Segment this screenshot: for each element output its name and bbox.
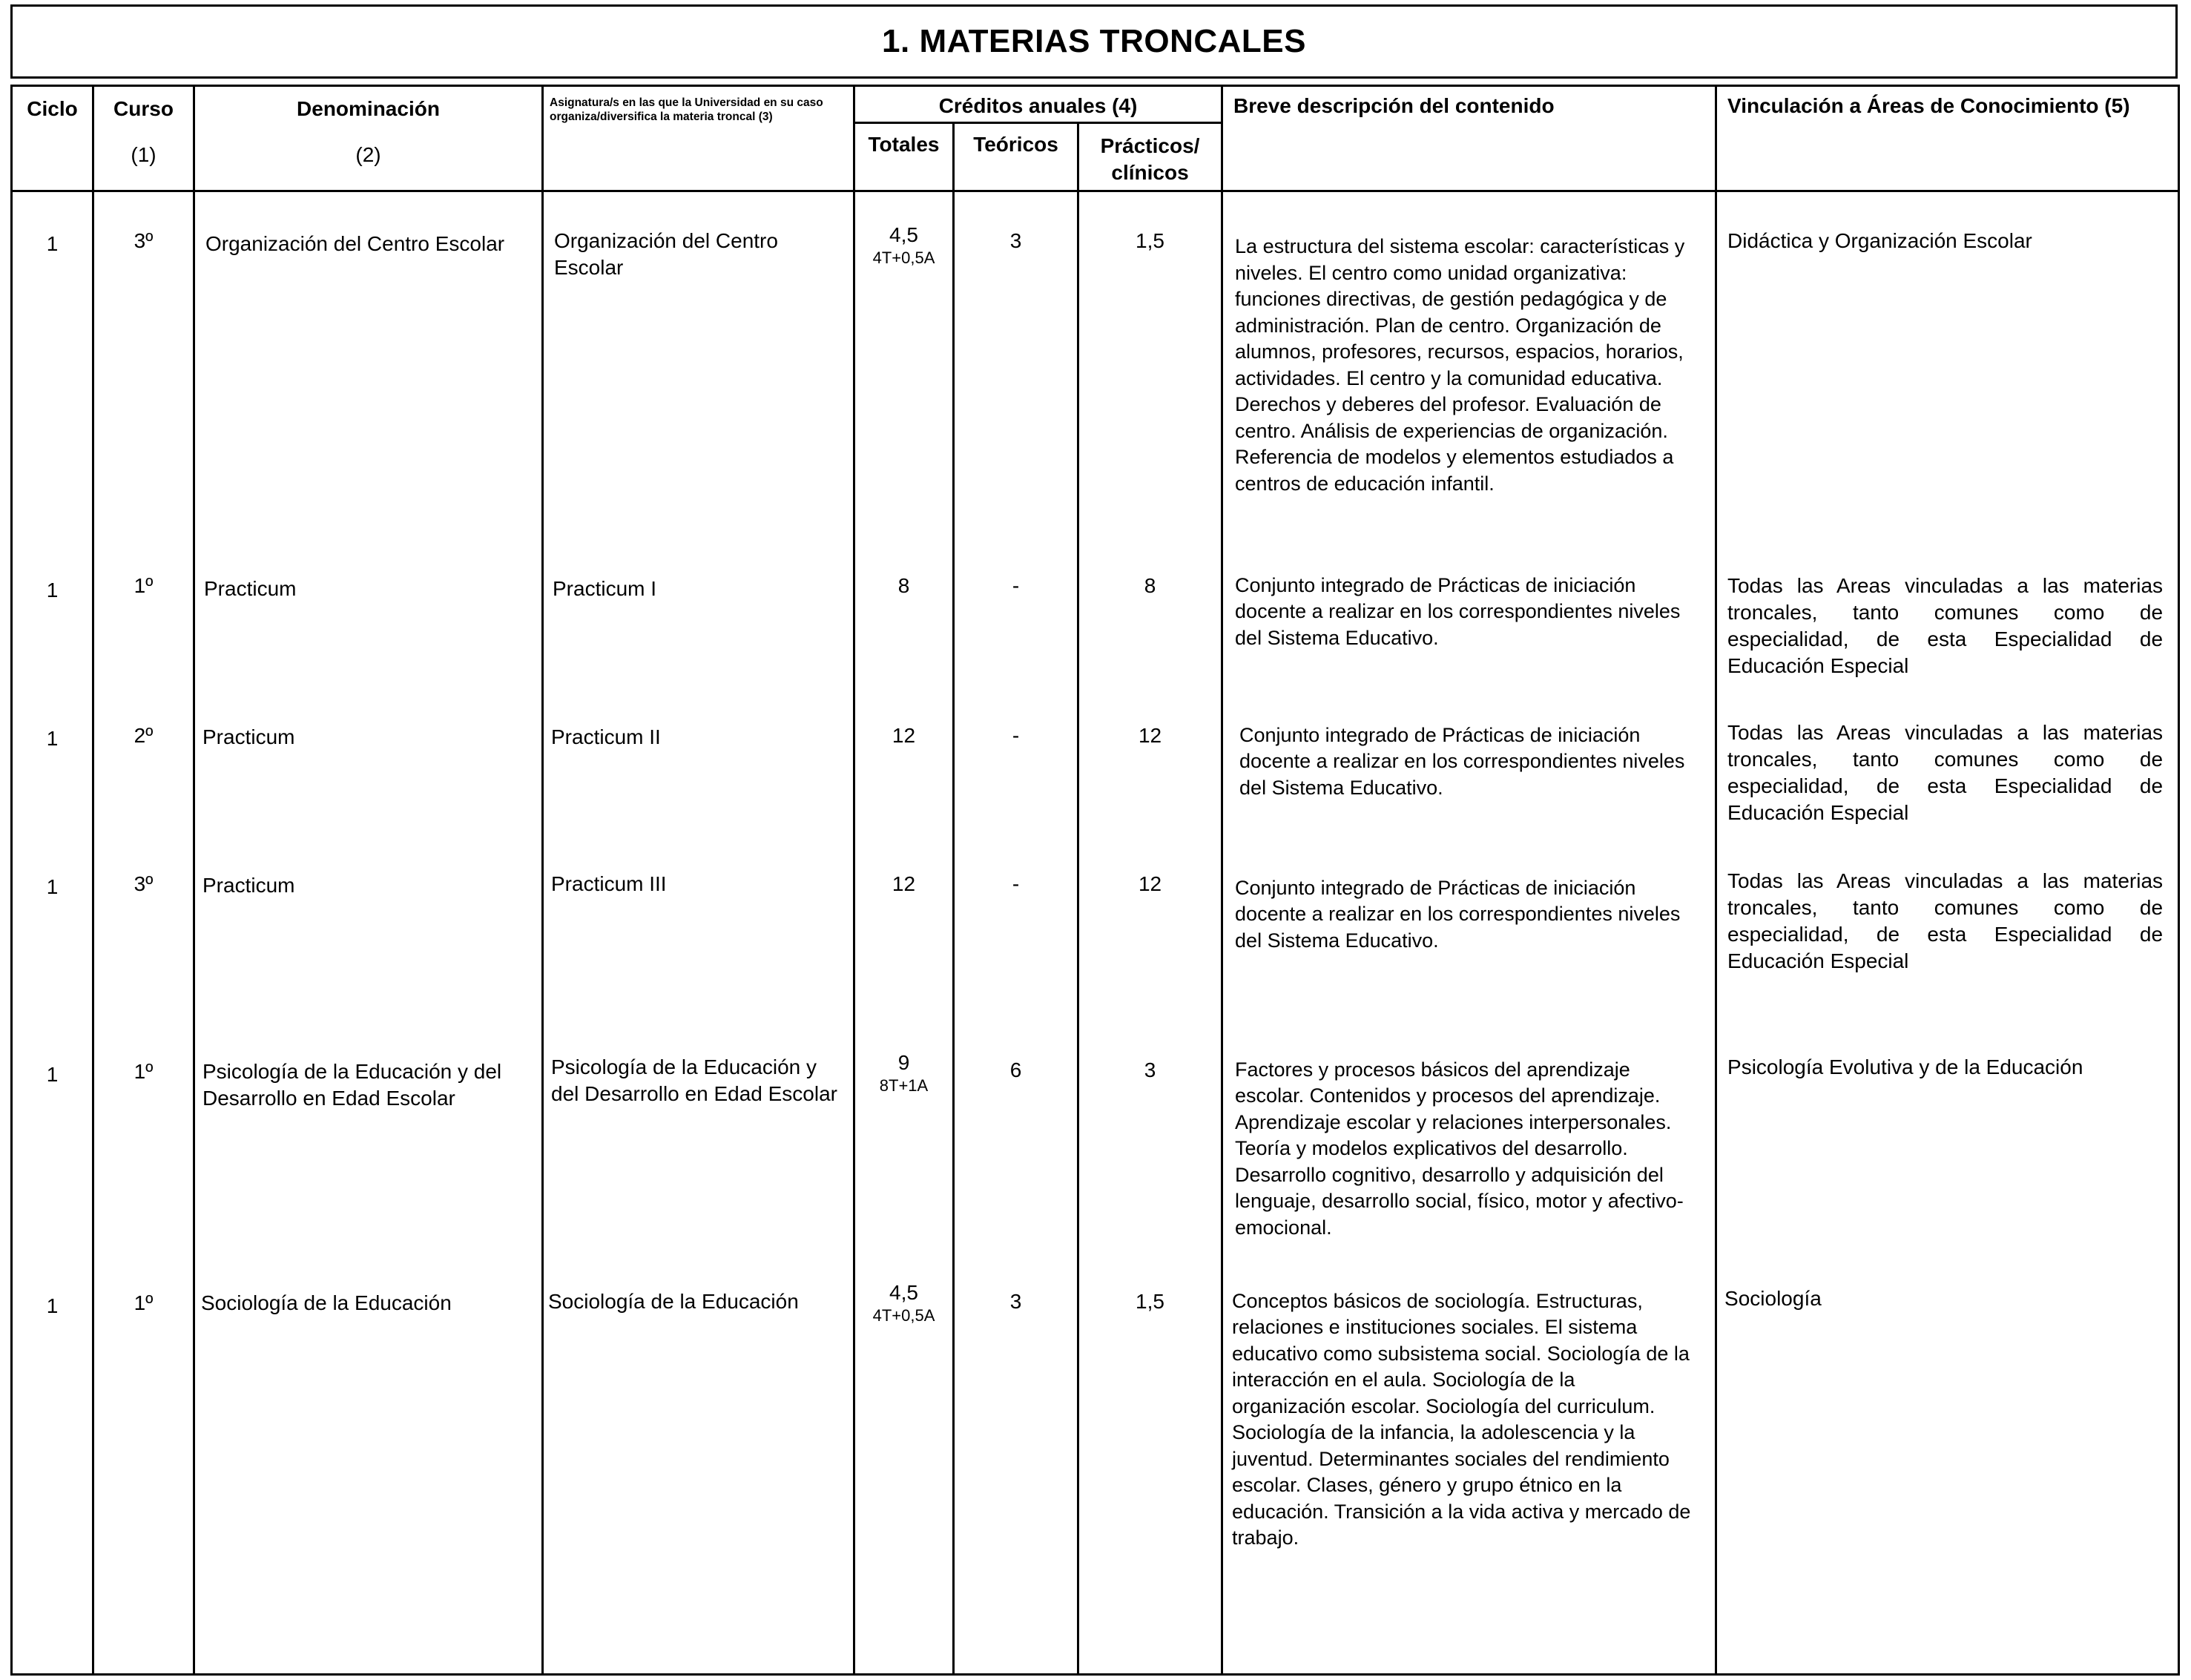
ciclo-value: 1	[46, 232, 59, 255]
curso-value: 2º	[134, 723, 154, 747]
vinculacion-value: Sociología	[1724, 1286, 1822, 1310]
totales-detail: 4T+0,5A	[872, 1305, 935, 1325]
table-row	[12, 860, 2179, 1020]
descripcion-value: Conceptos básicos de sociología. Estructuras, relaciones e instituciones sociales. El sistema educativo como subsistema social. Sociología de la interacción en el aula. Sociología de la organización escolar. Sociología del curriculum. Sociología de la infancia, la adolescencia y la juventud. Determinantes sociales del rendimiento escolar. Clases, género y grupo étnico en la educación. Transición a la vida activa y mercado de trabajo.	[1232, 1289, 1691, 1549]
ciclo-value: 1	[46, 578, 59, 602]
table-row	[12, 191, 2179, 564]
teoricos-value: 3	[1009, 1289, 1022, 1313]
totales-value: 4,5	[889, 1280, 918, 1304]
document-page	[10, 4, 2181, 1676]
table-row	[12, 1272, 2179, 1675]
header-creditos: Créditos anuales (4)	[854, 86, 1222, 123]
teoricos-value: 3	[1009, 229, 1022, 252]
header-descripcion: Breve descripción del contenido	[1222, 86, 1716, 191]
practicos-value: 12	[1138, 872, 1162, 895]
ciclo-value: 1	[46, 726, 59, 750]
asignatura-value: Practicum II	[551, 725, 661, 748]
vinculacion-value: Didáctica y Organización Escolar	[1727, 229, 2032, 252]
denominacion-value: Practicum	[202, 873, 295, 897]
descripcion-value: Conjunto integrado de Prácticas de iniciación docente a realizar en los correspondientes niveles del Sistema Educativo.	[1239, 723, 1685, 799]
totales-value: 12	[892, 872, 916, 895]
asignatura-value: Practicum I	[553, 576, 657, 600]
header-asignatura: Asignatura/s en las que la Universidad en su caso organiza/diversifica la materia troncal (3)	[543, 86, 854, 191]
descripcion-value: Factores y procesos básicos del aprendizaje escolar. Contenidos y procesos del aprendizaje. Aprendizaje escolar y relaciones interpersonales. Teoría y modelos explicativos del desarrollo. Desarrollo cognitivo, desarrollo y adquisición del lenguaje, desarrollo social, físico, motor y afectivo-emocional.	[1235, 1058, 1684, 1239]
table-row	[12, 564, 2179, 712]
practicos-value: 1,5	[1136, 229, 1164, 252]
denominacion-value: Practicum	[204, 576, 297, 600]
vinculacion-value: Todas las Areas vinculadas a las materias troncales, tanto comunes como de especialidad, de esta Especialidad de Educación Especial	[1727, 573, 2164, 677]
denominacion-value: Practicum	[202, 725, 295, 748]
curso-value: 1º	[134, 1059, 154, 1083]
table-row	[12, 1020, 2179, 1272]
header-teoricos: Teóricos	[954, 123, 1078, 191]
ciclo-value: 1	[46, 1294, 59, 1317]
materias-table	[10, 85, 2180, 1676]
denominacion-value: Psicología de la Educación y del Desarrollo en Edad Escolar	[202, 1059, 502, 1110]
vinculacion-value: Psicología Evolutiva y de la Educación	[1727, 1055, 2083, 1078]
teoricos-value: -	[1012, 723, 1020, 747]
asignatura-value: Organización del Centro Escolar	[554, 229, 778, 279]
asignatura-value: Practicum III	[551, 872, 667, 895]
totales-value: 9	[897, 1050, 910, 1074]
totales-detail: 8T+1A	[879, 1075, 929, 1095]
practicos-value: 12	[1138, 723, 1162, 747]
vinculacion-value: Todas las Areas vinculadas a las materias troncales, tanto comunes como de especialidad, de esta Especialidad de Educación Especial	[1727, 720, 2164, 824]
ciclo-value: 1	[46, 1062, 59, 1086]
denominacion-value: Organización del Centro Escolar	[205, 232, 505, 255]
curso-value: 3º	[134, 872, 154, 895]
totales-value: 12	[892, 723, 916, 747]
curso-value: 1º	[134, 1291, 154, 1314]
header-denominacion: Denominación (2)	[194, 86, 543, 191]
denominacion-value: Sociología de la Educación	[201, 1291, 452, 1314]
table-row	[12, 712, 2179, 860]
header-practicos: Prácticos/ clínicos	[1078, 123, 1222, 191]
page-title: 1. MATERIAS TRONCALES	[10, 4, 2178, 79]
teoricos-value: -	[1012, 872, 1020, 895]
asignatura-value: Psicología de la Educación y del Desarrollo en Edad Escolar	[551, 1055, 837, 1105]
curso-value: 1º	[134, 573, 154, 597]
teoricos-value: -	[1012, 573, 1020, 597]
descripcion-value: Conjunto integrado de Prácticas de iniciación docente a realizar en los correspondientes niveles del Sistema Educativo.	[1235, 573, 1681, 649]
descripcion-value: La estructura del sistema escolar: características y niveles. El centro como unidad organizativa: funciones directivas, de gestión pedagógica y de administración. Plan de centro. Organización de alumnos, profesores, recursos, espacios, horarios, actividades. El centro y la comunidad educativa. Derechos y deberes del profesor. Evaluación de centro. Análisis de experiencias de organización. Referencia de modelos y elementos estudiados a centros de educación infantil.	[1235, 235, 1685, 495]
header-vinculacion: Vinculación a Áreas de Conocimiento (5)	[1716, 86, 2179, 191]
totales-value: 8	[897, 573, 910, 597]
header-ciclo: Ciclo	[12, 86, 93, 191]
practicos-value: 8	[1144, 573, 1156, 597]
vinculacion-value: Todas las Areas vinculadas a las materias troncales, tanto comunes como de especialidad, de esta Especialidad de Educación Especial	[1727, 869, 2164, 972]
teoricos-value: 6	[1009, 1058, 1022, 1081]
descripcion-value: Conjunto integrado de Prácticas de iniciación docente a realizar en los correspondientes niveles del Sistema Educativo.	[1235, 876, 1681, 952]
header-curso: Curso (1)	[93, 86, 194, 191]
asignatura-value: Sociología de la Educación	[548, 1289, 799, 1313]
practicos-value: 1,5	[1136, 1289, 1164, 1313]
practicos-value: 3	[1144, 1058, 1156, 1081]
header-totales: Totales	[854, 123, 954, 191]
totales-value: 4,5	[889, 223, 918, 246]
totales-detail: 4T+0,5A	[872, 248, 935, 267]
curso-value: 3º	[134, 229, 154, 252]
ciclo-value: 1	[46, 874, 59, 898]
